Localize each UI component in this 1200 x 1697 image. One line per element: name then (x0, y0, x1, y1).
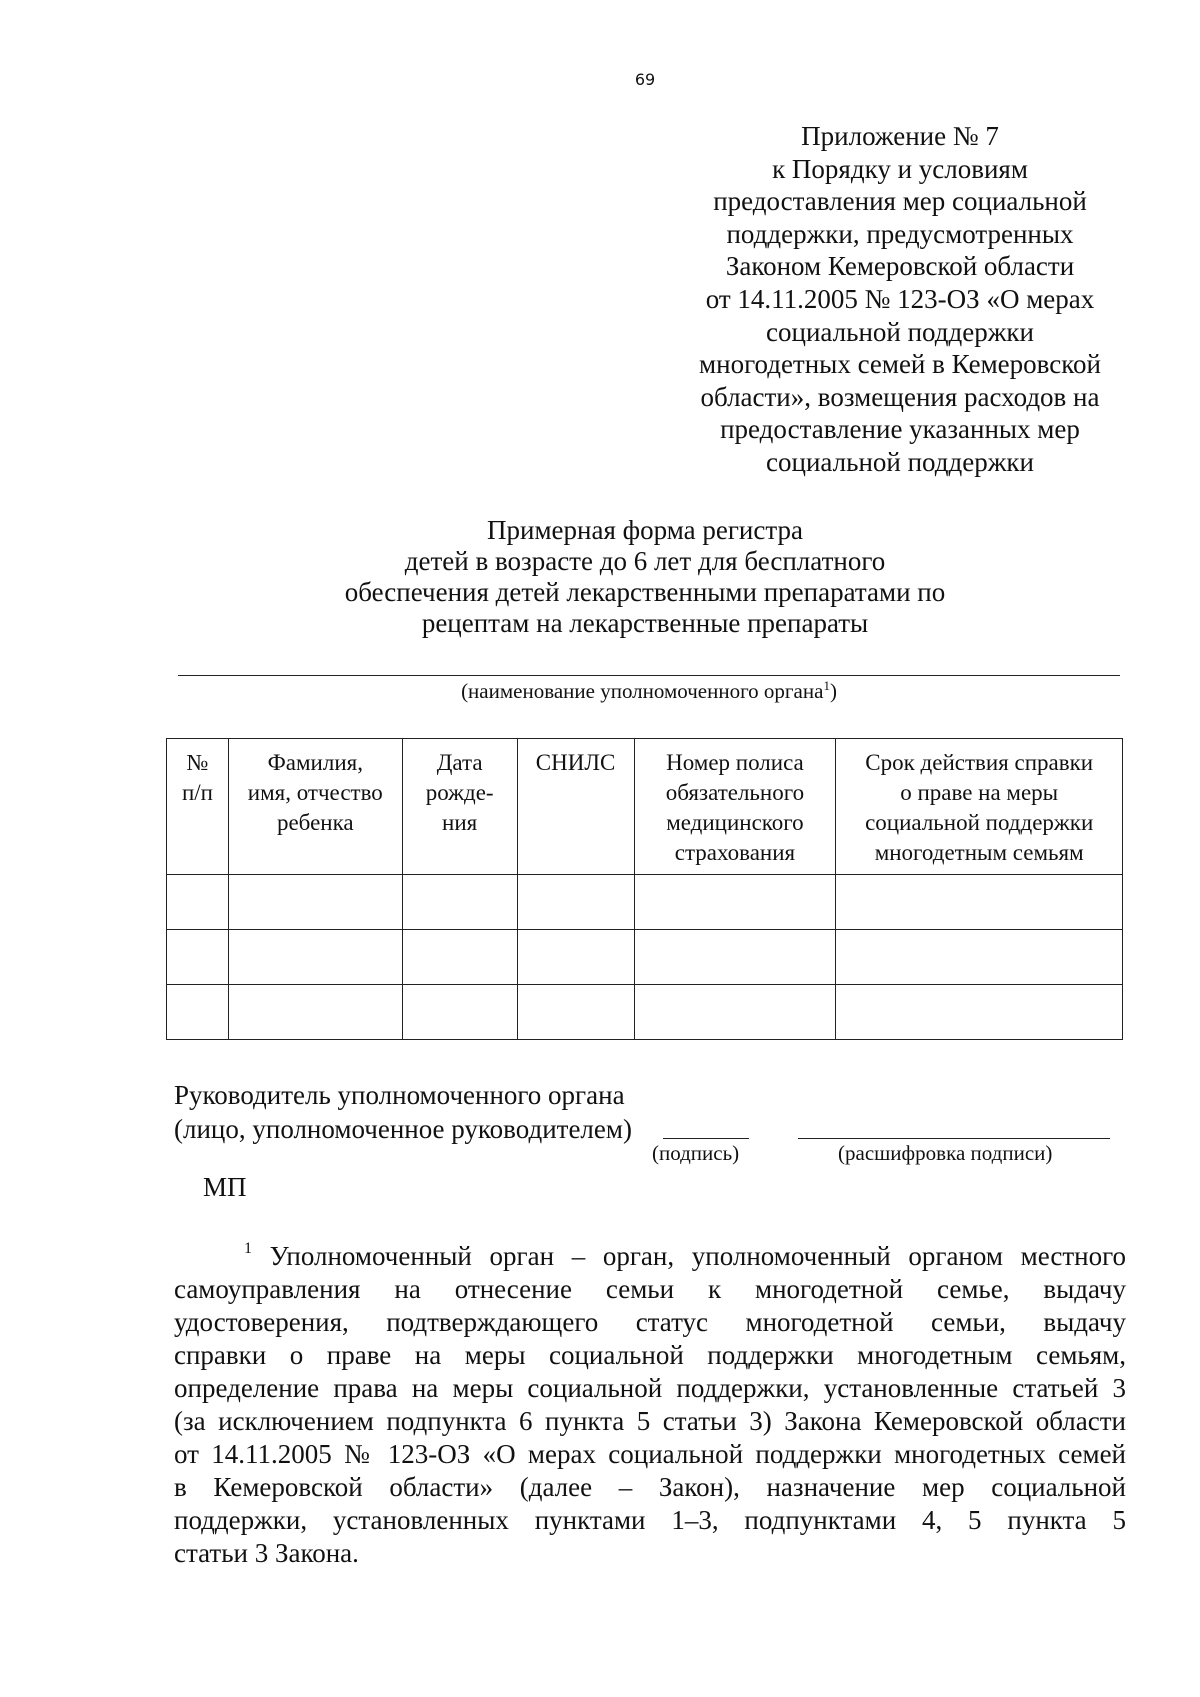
col-header-policy-number (634, 739, 836, 875)
signatory-subtitle: (лицо, уполномоченное руководителем) (174, 1114, 632, 1144)
signature-decoding-caption: (расшифровка подписи) (838, 1141, 1053, 1165)
table-row (167, 875, 1123, 930)
header-line: имя, отчество (247, 780, 383, 805)
table-cell (167, 985, 229, 1040)
header-line: ния (442, 810, 478, 835)
footnote-line: статьи 3 Закона. (174, 1538, 359, 1568)
footnote-mark: 1 (244, 1240, 252, 1257)
register-table (166, 738, 1123, 1040)
table-row (167, 985, 1123, 1040)
header-line: Номер полиса (666, 750, 804, 775)
footnote (174, 1234, 1126, 1570)
appendix-line: предоставления мер социальной (713, 186, 1087, 217)
col-header-snils (517, 739, 634, 875)
table-cell (402, 875, 517, 930)
table-cell (517, 930, 634, 985)
header-line: обязательного (665, 780, 805, 805)
appendix-line: поддержки, предусмотренных (726, 218, 1074, 249)
org-caption-text: (наименование уполномоченного органа (461, 679, 824, 703)
table-row (167, 930, 1123, 985)
appendix-line: предоставление указанных мер (720, 414, 1080, 445)
footnote-line: справки о праве на меры социальной поддержки многодетным семьям, (174, 1340, 1126, 1370)
footnote-line-text: Уполномоченный орган – орган, уполномоченный органом местного (269, 1241, 1126, 1271)
table-cell (634, 985, 836, 1040)
form-title-line: рецептам на лекарственные препараты (421, 608, 869, 638)
appendix-heading (680, 120, 1120, 479)
signature-decoding-line (798, 1138, 1110, 1139)
form-title-line: обеспечения детей лекарственными препаратами по (344, 577, 946, 607)
appendix-line: Приложение № 7 (801, 121, 999, 151)
page-number: 69 (634, 70, 656, 89)
footnote-line: поддержки, установленных пунктами 1–3, подпунктами 4, 5 пункта 5 (174, 1505, 1126, 1535)
header-line: СНИЛС (535, 750, 616, 775)
footnote-ref: 1 (823, 678, 830, 693)
table-header-row (167, 739, 1123, 875)
table-cell (167, 930, 229, 985)
col-header-number (167, 739, 229, 875)
stamp-place: МП (203, 1172, 247, 1202)
header-line: медицинского (666, 810, 804, 835)
col-header-full-name (228, 739, 402, 875)
footnote-line (174, 1234, 1126, 1273)
footnote-line: (за исключением подпункта 6 пункта 5 статьи 3) Закона Кемеровской области (174, 1406, 1126, 1436)
table-cell (836, 985, 1123, 1040)
signature-caption: (подпись) (652, 1141, 740, 1165)
table-cell (634, 875, 836, 930)
org-name-caption (178, 678, 1120, 704)
col-header-birth-date (402, 739, 517, 875)
table-cell (402, 930, 517, 985)
appendix-line: многодетных семей в Кемеровской (699, 349, 1101, 380)
header-line: рожде- (425, 780, 494, 805)
org-name-line (178, 675, 1120, 676)
header-line: Срок действия справки (865, 750, 1094, 775)
appendix-line: социальной поддержки (766, 446, 1034, 477)
signature-line (663, 1138, 749, 1139)
table-cell (517, 875, 634, 930)
footnote-line: от 14.11.2005 № 123-ОЗ «О мерах социальной поддержки многодетных семей (174, 1439, 1126, 1469)
header-line: № (186, 750, 209, 775)
col-header-certificate-validity (836, 739, 1123, 875)
org-caption-close: ) (829, 679, 837, 703)
header-line: о праве на меры (900, 780, 1059, 805)
table-cell (402, 985, 517, 1040)
table-cell (634, 930, 836, 985)
form-title-line: Примерная форма регистра (487, 515, 803, 545)
header-line: Дата (436, 750, 483, 775)
footnote-line: определение права на меры социальной поддержки, установленные статьей 3 (174, 1373, 1126, 1403)
table-cell (228, 875, 402, 930)
table-cell (517, 985, 634, 1040)
table-cell (836, 875, 1123, 930)
header-line: п/п (181, 780, 213, 805)
appendix-line: от 14.11.2005 № 123-ОЗ «О мерах (705, 283, 1095, 314)
table-cell (167, 875, 229, 930)
signatory-title: Руководитель уполномоченного органа (174, 1080, 625, 1110)
appendix-line: к Порядку и условиям (772, 153, 1028, 184)
footnote-line: в Кемеровской области» (далее – Закон), назначение мер социальной (174, 1472, 1126, 1502)
header-line: социальной поддержки (865, 810, 1094, 835)
header-line: страхования (674, 840, 796, 865)
table-cell (228, 985, 402, 1040)
header-line: многодетным семьям (874, 840, 1084, 865)
appendix-line: области», возмещения расходов на (700, 381, 1100, 412)
footnote-line: самоуправления на отнесение семьи к многодетной семье, выдачу (174, 1274, 1126, 1304)
appendix-line: Законом Кемеровской области (725, 251, 1075, 282)
table-cell (836, 930, 1123, 985)
form-title (230, 515, 1060, 639)
appendix-line: социальной поддержки (766, 316, 1034, 347)
header-line: ребенка (276, 810, 354, 835)
table-cell (228, 930, 402, 985)
header-line: Фамилия, (267, 750, 363, 775)
footnote-line: удостоверения, подтверждающего статус многодетной семьи, выдачу (174, 1307, 1126, 1337)
form-title-line: детей в возрасте до 6 лет для бесплатного (404, 546, 886, 576)
